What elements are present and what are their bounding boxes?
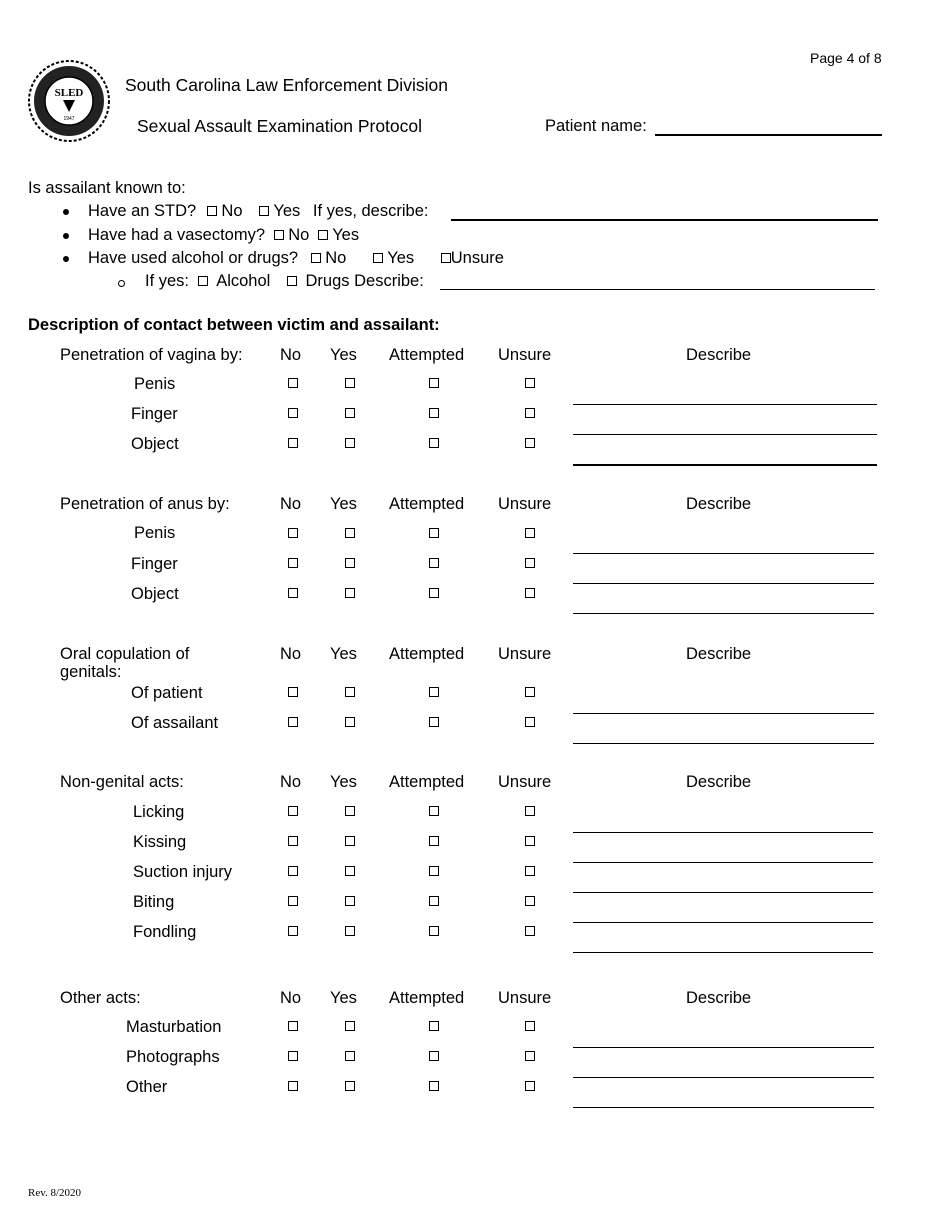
section-title: Other acts: bbox=[60, 989, 141, 1007]
vasectomy-no-checkbox[interactable] bbox=[274, 230, 284, 240]
alcohol-no-label: No bbox=[325, 249, 347, 267]
std-question-label: Have an STD? bbox=[88, 202, 197, 220]
attempted-checkbox[interactable] bbox=[429, 926, 439, 936]
no-checkbox[interactable] bbox=[288, 836, 298, 846]
describe-field[interactable] bbox=[573, 583, 874, 584]
sled-seal-logo bbox=[28, 60, 110, 142]
yes-checkbox[interactable] bbox=[345, 408, 355, 418]
col-describe: Describe bbox=[686, 495, 752, 513]
unsure-checkbox[interactable] bbox=[525, 806, 535, 816]
row-label: Fondling bbox=[133, 923, 197, 941]
vasectomy-question bbox=[88, 226, 359, 245]
row-label: Suction injury bbox=[133, 863, 233, 881]
unsure-checkbox[interactable] bbox=[525, 1081, 535, 1091]
std-no-checkbox[interactable] bbox=[207, 206, 217, 216]
attempted-checkbox[interactable] bbox=[429, 588, 439, 598]
describe-field[interactable] bbox=[573, 1107, 874, 1108]
unsure-checkbox[interactable] bbox=[525, 558, 535, 568]
alcohol-checkbox[interactable] bbox=[198, 276, 208, 286]
if-yes-label: If yes: bbox=[145, 272, 190, 290]
col-yes: Yes bbox=[330, 773, 357, 791]
protocol-title: Sexual Assault Examination Protocol bbox=[137, 116, 423, 136]
std-yes-checkbox[interactable] bbox=[259, 206, 269, 216]
attempted-checkbox[interactable] bbox=[429, 806, 439, 816]
unsure-checkbox[interactable] bbox=[525, 528, 535, 538]
col-attempted: Attempted bbox=[389, 495, 465, 513]
describe-field[interactable] bbox=[573, 553, 874, 554]
if-yes-row bbox=[145, 272, 424, 291]
contact-heading: Description of contact between victim and assailant: bbox=[28, 316, 440, 334]
row-label: Of assailant bbox=[131, 714, 219, 732]
yes-checkbox[interactable] bbox=[345, 1081, 355, 1091]
bullet-icon bbox=[63, 256, 69, 262]
std-describe-label: If yes, describe: bbox=[312, 202, 429, 220]
patient-name-label: Patient name: bbox=[545, 117, 647, 135]
section-title: Oral copulation of bbox=[60, 645, 190, 663]
yes-checkbox[interactable] bbox=[345, 806, 355, 816]
no-checkbox[interactable] bbox=[288, 806, 298, 816]
yes-checkbox[interactable] bbox=[345, 717, 355, 727]
describe-field[interactable] bbox=[573, 713, 874, 714]
attempted-checkbox[interactable] bbox=[429, 438, 439, 448]
attempted-checkbox[interactable] bbox=[429, 866, 439, 876]
row-label: Object bbox=[131, 435, 179, 453]
unsure-checkbox[interactable] bbox=[525, 1021, 535, 1031]
attempted-checkbox[interactable] bbox=[429, 687, 439, 697]
unsure-checkbox[interactable] bbox=[525, 588, 535, 598]
attempted-checkbox[interactable] bbox=[429, 528, 439, 538]
alcohol-label: Have used alcohol or drugs? bbox=[88, 249, 299, 267]
unsure-checkbox[interactable] bbox=[525, 866, 535, 876]
describe-field[interactable] bbox=[573, 952, 873, 953]
unsure-checkbox[interactable] bbox=[525, 1051, 535, 1061]
yes-checkbox[interactable] bbox=[345, 378, 355, 388]
bullet-icon bbox=[63, 233, 69, 239]
describe-field[interactable] bbox=[573, 1077, 874, 1078]
row-label: Penis bbox=[134, 375, 176, 393]
no-checkbox[interactable] bbox=[288, 1051, 298, 1061]
col-yes: Yes bbox=[330, 989, 357, 1007]
no-checkbox[interactable] bbox=[288, 558, 298, 568]
col-no: No bbox=[280, 773, 302, 791]
no-checkbox[interactable] bbox=[288, 408, 298, 418]
drugs-checkbox[interactable] bbox=[287, 276, 297, 286]
row-label: Finger bbox=[131, 555, 178, 573]
std-no-label: No bbox=[221, 202, 243, 220]
org-title: South Carolina Law Enforcement Division bbox=[125, 75, 448, 95]
yes-checkbox[interactable] bbox=[345, 1021, 355, 1031]
alcohol-option-label: Alcohol bbox=[216, 272, 271, 290]
alcohol-unsure-checkbox[interactable] bbox=[441, 253, 451, 263]
row-label: Biting bbox=[133, 893, 175, 911]
attempted-checkbox[interactable] bbox=[429, 1081, 439, 1091]
unsure-checkbox[interactable] bbox=[525, 896, 535, 906]
describe-field[interactable] bbox=[573, 892, 873, 893]
vasectomy-yes-label: Yes bbox=[332, 226, 360, 244]
describe-field[interactable] bbox=[573, 434, 877, 435]
vasectomy-no-label: No bbox=[288, 226, 310, 244]
col-describe: Describe bbox=[686, 989, 752, 1007]
row-label: Of patient bbox=[131, 684, 203, 702]
unsure-checkbox[interactable] bbox=[525, 926, 535, 936]
describe-field[interactable] bbox=[573, 862, 873, 863]
yes-checkbox[interactable] bbox=[345, 687, 355, 697]
section-title-line2: genitals: bbox=[60, 663, 122, 681]
col-no: No bbox=[280, 645, 302, 663]
section-title: Non-genital acts: bbox=[60, 773, 184, 791]
col-unsure: Unsure bbox=[498, 989, 552, 1007]
drugs-describe-label: Drugs Describe: bbox=[305, 272, 424, 290]
unsure-checkbox[interactable] bbox=[525, 717, 535, 727]
section-title: Penetration of vagina by: bbox=[60, 346, 243, 364]
sub-bullet-icon bbox=[118, 280, 125, 287]
no-checkbox[interactable] bbox=[288, 866, 298, 876]
describe-field[interactable] bbox=[573, 1047, 874, 1048]
vasectomy-label: Have had a vasectomy? bbox=[88, 226, 266, 244]
attempted-checkbox[interactable] bbox=[429, 1051, 439, 1061]
std-yes-label: Yes bbox=[273, 202, 301, 220]
col-attempted: Attempted bbox=[389, 346, 465, 364]
col-attempted: Attempted bbox=[389, 645, 465, 663]
attempted-checkbox[interactable] bbox=[429, 717, 439, 727]
attempted-checkbox[interactable] bbox=[429, 836, 439, 846]
col-no: No bbox=[280, 495, 302, 513]
yes-checkbox[interactable] bbox=[345, 438, 355, 448]
attempted-checkbox[interactable] bbox=[429, 408, 439, 418]
row-label: Licking bbox=[133, 803, 185, 821]
describe-field[interactable] bbox=[573, 743, 874, 744]
section-title: Penetration of anus by: bbox=[60, 495, 230, 513]
std-describe-field[interactable] bbox=[451, 219, 878, 221]
col-yes: Yes bbox=[330, 645, 357, 663]
row-label: Object bbox=[131, 585, 179, 603]
yes-checkbox[interactable] bbox=[345, 836, 355, 846]
col-unsure: Unsure bbox=[498, 346, 552, 364]
col-unsure: Unsure bbox=[498, 773, 552, 791]
describe-field[interactable] bbox=[573, 922, 873, 923]
no-checkbox[interactable] bbox=[288, 438, 298, 448]
attempted-checkbox[interactable] bbox=[429, 378, 439, 388]
page-number: Page 4 of 8 bbox=[810, 50, 882, 66]
describe-field[interactable] bbox=[573, 464, 877, 466]
alcohol-unsure-label: Unsure bbox=[450, 249, 504, 267]
alcohol-no-checkbox[interactable] bbox=[311, 253, 321, 263]
col-unsure: Unsure bbox=[498, 645, 552, 663]
alcohol-yes-checkbox[interactable] bbox=[373, 253, 383, 263]
no-checkbox[interactable] bbox=[288, 1021, 298, 1031]
no-checkbox[interactable] bbox=[288, 687, 298, 697]
describe-field[interactable] bbox=[573, 832, 873, 833]
describe-field[interactable] bbox=[573, 613, 874, 614]
attempted-checkbox[interactable] bbox=[429, 1021, 439, 1031]
yes-checkbox[interactable] bbox=[345, 926, 355, 936]
col-attempted: Attempted bbox=[389, 989, 465, 1007]
col-describe: Describe bbox=[686, 346, 752, 364]
no-checkbox[interactable] bbox=[288, 1081, 298, 1091]
vasectomy-yes-checkbox[interactable] bbox=[318, 230, 328, 240]
std-question bbox=[88, 202, 428, 221]
attempted-checkbox[interactable] bbox=[429, 896, 439, 906]
row-label: Finger bbox=[131, 405, 178, 423]
no-checkbox[interactable] bbox=[288, 378, 298, 388]
yes-checkbox[interactable] bbox=[345, 896, 355, 906]
alcohol-question bbox=[88, 249, 504, 268]
unsure-checkbox[interactable] bbox=[525, 378, 535, 388]
no-checkbox[interactable] bbox=[288, 717, 298, 727]
unsure-checkbox[interactable] bbox=[525, 438, 535, 448]
col-no: No bbox=[280, 346, 302, 364]
row-label: Photographs bbox=[126, 1048, 220, 1066]
col-describe: Describe bbox=[686, 773, 752, 791]
revision-note: Rev. 8/2020 bbox=[28, 1187, 82, 1199]
yes-checkbox[interactable] bbox=[345, 588, 355, 598]
row-label: Penis bbox=[134, 524, 176, 542]
col-no: No bbox=[280, 989, 302, 1007]
bullet-icon bbox=[63, 209, 69, 215]
no-checkbox[interactable] bbox=[288, 926, 298, 936]
yes-checkbox[interactable] bbox=[345, 528, 355, 538]
col-yes: Yes bbox=[330, 495, 357, 513]
patient-name-field[interactable] bbox=[655, 134, 882, 136]
col-attempted: Attempted bbox=[389, 773, 465, 791]
yes-checkbox[interactable] bbox=[345, 866, 355, 876]
row-label: Kissing bbox=[133, 833, 187, 851]
no-checkbox[interactable] bbox=[288, 896, 298, 906]
no-checkbox[interactable] bbox=[288, 528, 298, 538]
col-unsure: Unsure bbox=[498, 495, 552, 513]
yes-checkbox[interactable] bbox=[345, 1051, 355, 1061]
col-yes: Yes bbox=[330, 346, 357, 364]
attempted-checkbox[interactable] bbox=[429, 558, 439, 568]
no-checkbox[interactable] bbox=[288, 588, 298, 598]
unsure-checkbox[interactable] bbox=[525, 836, 535, 846]
known-heading: Is assailant known to: bbox=[28, 179, 186, 197]
yes-checkbox[interactable] bbox=[345, 558, 355, 568]
unsure-checkbox[interactable] bbox=[525, 408, 535, 418]
unsure-checkbox[interactable] bbox=[525, 687, 535, 697]
alcohol-yes-label: Yes bbox=[387, 249, 415, 267]
svg-text:1947: 1947 bbox=[63, 116, 75, 122]
svg-text:SLED: SLED bbox=[54, 87, 84, 99]
row-label: Other bbox=[126, 1078, 168, 1096]
drugs-describe-field[interactable] bbox=[440, 289, 875, 290]
col-describe: Describe bbox=[686, 645, 752, 663]
describe-field[interactable] bbox=[573, 404, 877, 405]
row-label: Masturbation bbox=[126, 1018, 222, 1036]
